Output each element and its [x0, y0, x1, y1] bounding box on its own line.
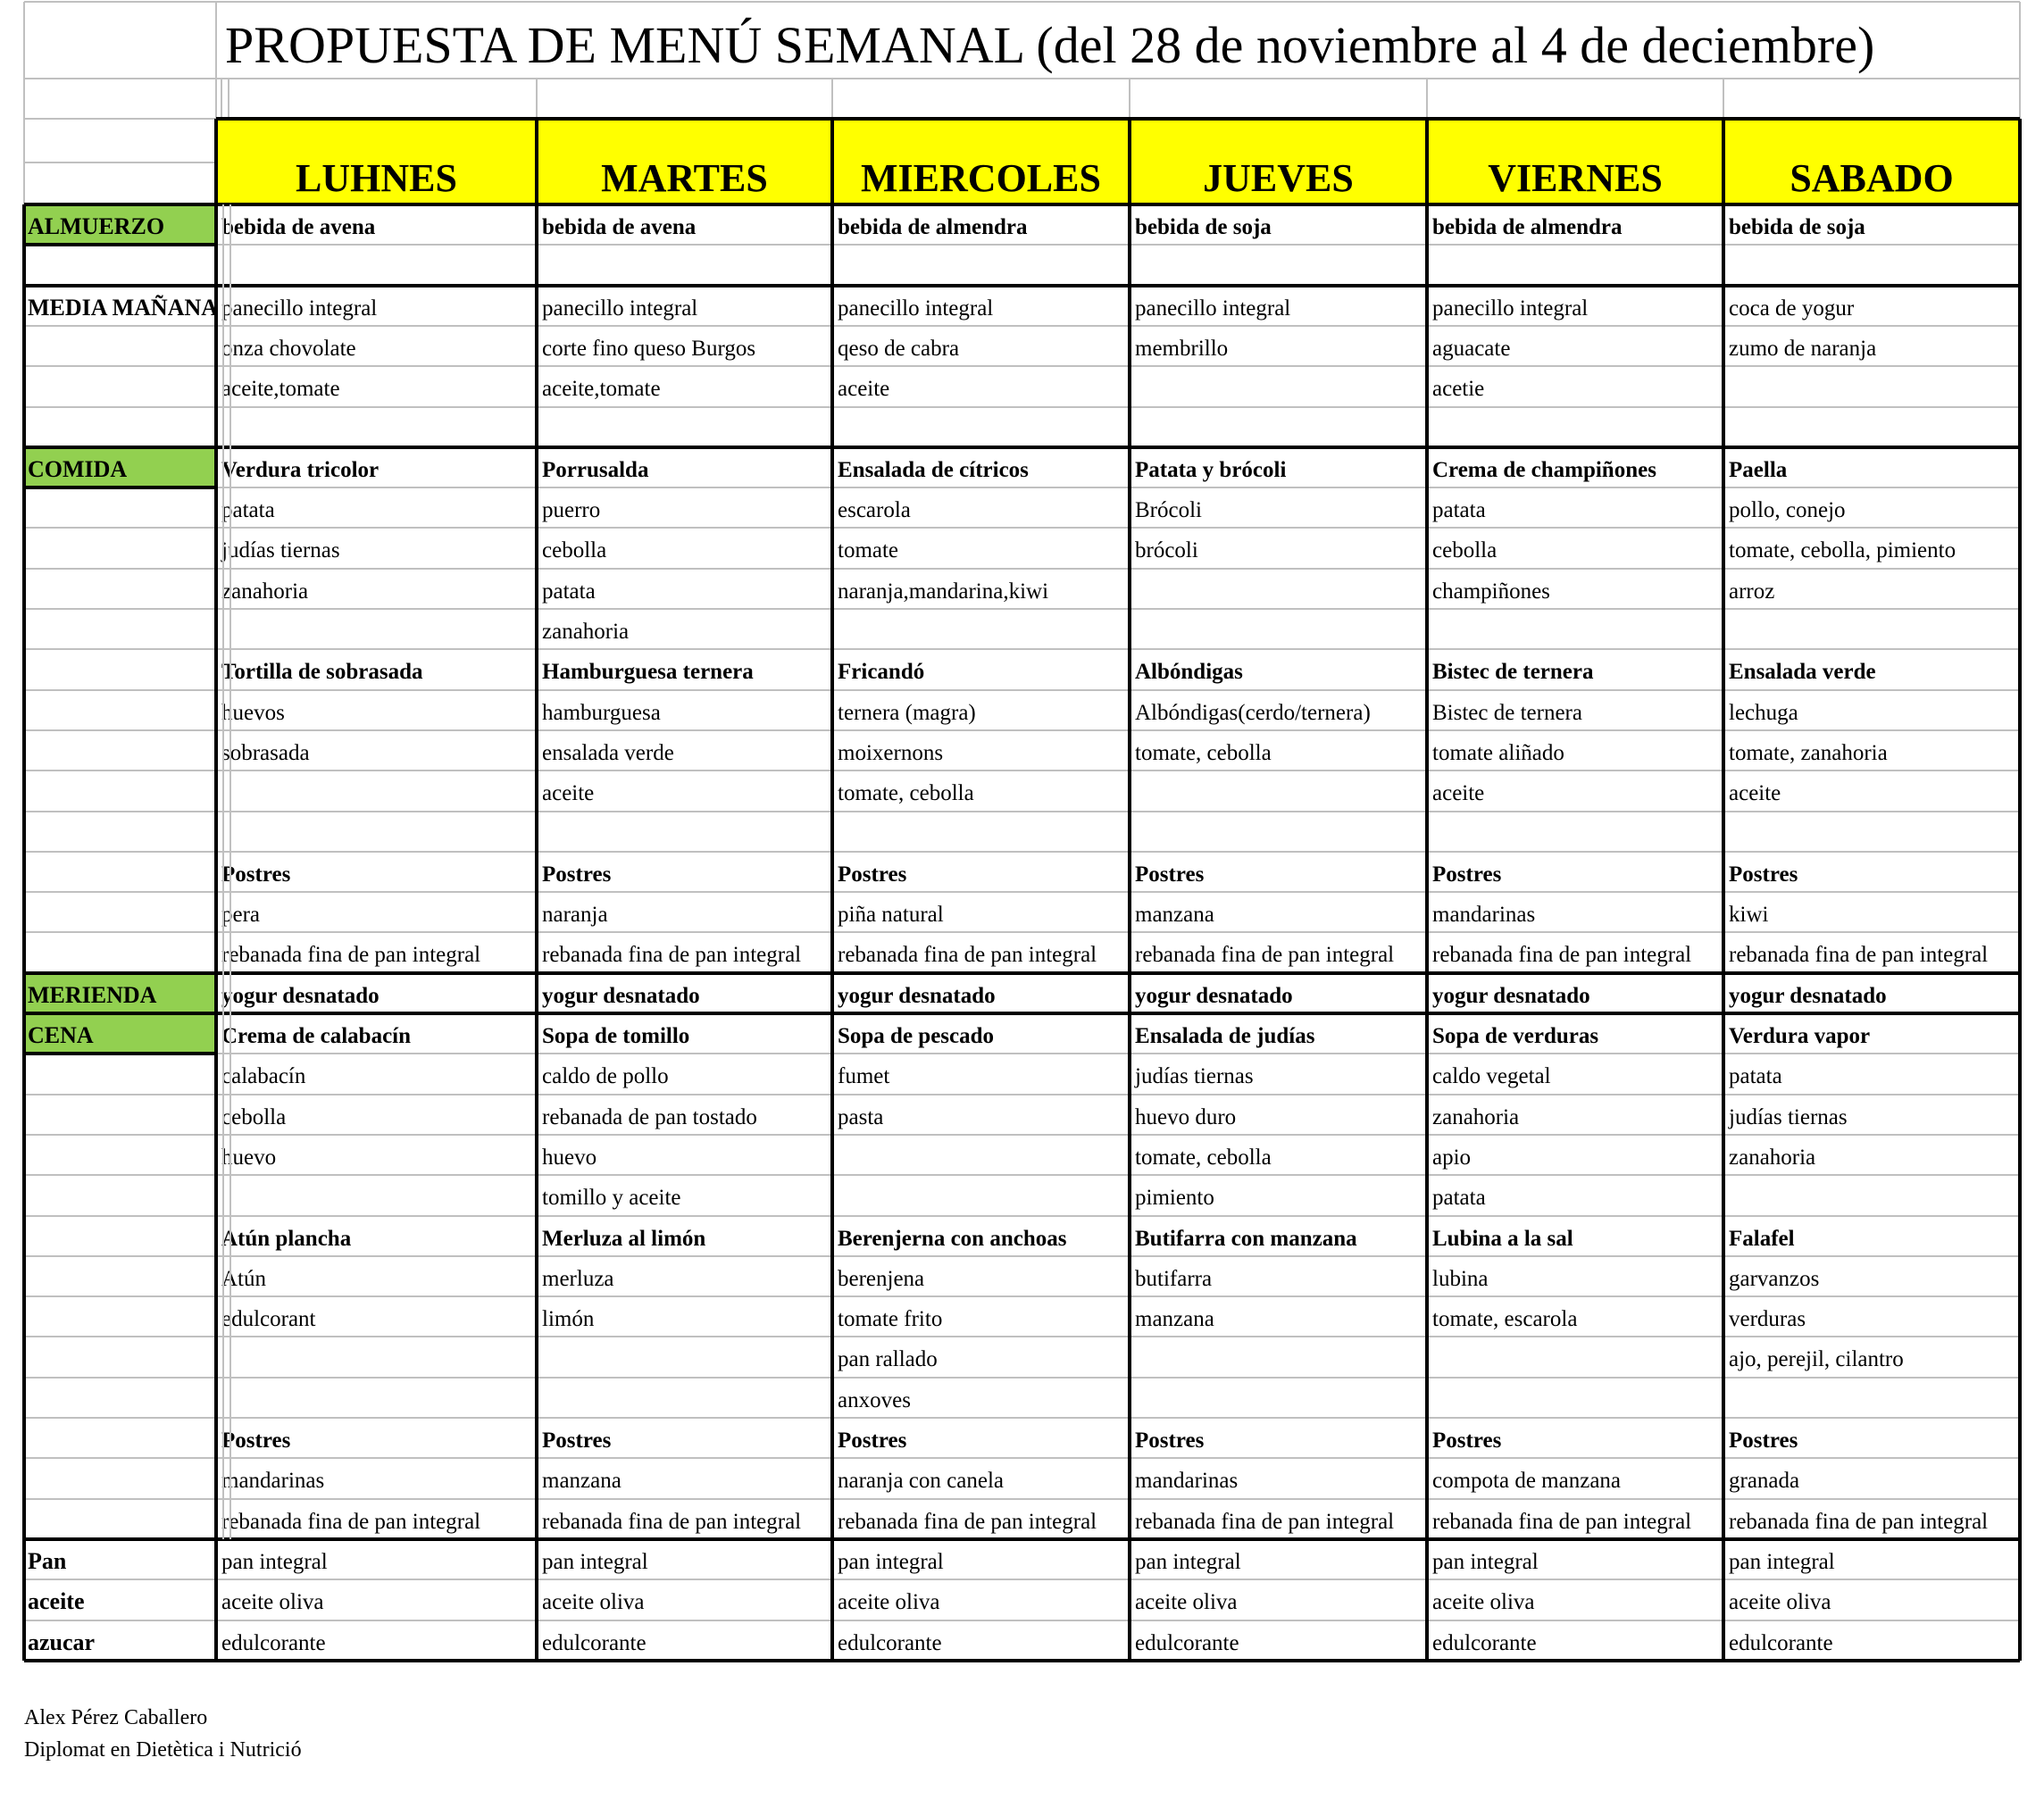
- menu-cell: lechuga: [1729, 700, 1798, 725]
- column-border: [2018, 204, 2022, 1661]
- section-border: [24, 1012, 2020, 1015]
- menu-cell: aceite,tomate: [542, 377, 661, 402]
- grid-line: [24, 1134, 2020, 1136]
- grid-line: [24, 689, 2020, 691]
- menu-cell: Postres: [221, 862, 291, 887]
- menu-cell: Bistec de ternera: [1432, 660, 1594, 685]
- grid-line: [24, 1053, 2020, 1054]
- day-header-martes: MARTES: [601, 156, 768, 200]
- menu-cell: merluza: [542, 1266, 614, 1291]
- row-label-azucar: azucar: [28, 1629, 96, 1655]
- day-header-viernes: VIERNES: [1488, 156, 1663, 200]
- menu-cell: Merluza al limón: [542, 1226, 706, 1251]
- menu-cell: zanahoria: [1729, 1145, 1816, 1170]
- menu-cell: moixernons: [838, 740, 944, 765]
- menu-cell: Falafel: [1729, 1226, 1795, 1251]
- menu-cell: pan integral: [1432, 1549, 1539, 1574]
- menu-cell: yogur desnatado: [1432, 983, 1590, 1008]
- menu-cell: tomate, cebolla: [1135, 1145, 1272, 1170]
- grid-line: [24, 1, 2020, 3]
- menu-cell: pera: [221, 903, 261, 928]
- row-label-aceite: aceite: [28, 1588, 85, 1615]
- day-header-luhnes: LUHNES: [296, 156, 457, 200]
- menu-cell: cebolla: [542, 538, 607, 563]
- menu-cell: manzana: [1135, 1307, 1214, 1332]
- menu-cell: puerro: [542, 498, 601, 523]
- menu-cell: Sopa de verduras: [1432, 1024, 1599, 1048]
- grid-line: [215, 79, 217, 119]
- menu-cell: butifarra: [1135, 1266, 1213, 1291]
- menu-cell: yogur desnatado: [542, 983, 700, 1008]
- column-border: [1425, 204, 1429, 1661]
- menu-cell: granada: [1729, 1469, 1800, 1494]
- menu-cell: aceite: [542, 781, 595, 806]
- menu-cell: Tortilla de sobrasada: [221, 660, 423, 685]
- menu-cell: compota de manzana: [1432, 1469, 1622, 1494]
- menu-cell: edulcorante: [1729, 1630, 1833, 1655]
- menu-cell: pan integral: [1135, 1549, 1241, 1574]
- menu-cell: bebida de almendra: [1432, 215, 1623, 239]
- menu-cell: caldo de pollo: [542, 1064, 669, 1089]
- menu-cell: naranja: [542, 903, 608, 928]
- menu-cell: apio: [1432, 1145, 1472, 1170]
- menu-cell: coca de yogur: [1729, 296, 1855, 321]
- menu-cell: Sopa de tomillo: [542, 1024, 690, 1048]
- table-border: [22, 204, 26, 1661]
- menu-cell: aceite oliva: [838, 1590, 940, 1615]
- menu-cell: Postres: [1729, 1429, 1798, 1453]
- grid-line: [24, 1174, 2020, 1176]
- grid-line: [536, 79, 538, 119]
- grid-line: [24, 78, 2020, 79]
- day-header-sabado: SABADO: [1790, 156, 1954, 200]
- grid-line: [24, 608, 2020, 610]
- menu-cell: pan integral: [542, 1549, 648, 1574]
- menu-cell: mandarinas: [1135, 1469, 1239, 1494]
- menu-cell: membrillo: [1135, 336, 1229, 361]
- menu-cell: cebolla: [1432, 538, 1498, 563]
- menu-cell: bebida de avena: [542, 215, 697, 239]
- column-border: [214, 204, 218, 1661]
- page-title: PROPUESTA DE MENÚ SEMANAL (del 28 de noviembre al 4 de deciembre): [225, 16, 1875, 74]
- menu-cell: edulcorant: [221, 1307, 316, 1332]
- menu-cell: judías tiernas: [221, 538, 340, 563]
- menu-cell: patata: [1432, 1186, 1486, 1211]
- menu-cell: garvanzos: [1729, 1266, 1820, 1291]
- grid-line: [24, 1620, 2020, 1621]
- menu-cell: Crema de champiñones: [1432, 457, 1656, 482]
- menu-cell: escarola: [838, 498, 911, 523]
- grid-line: [228, 79, 229, 119]
- menu-cell: piña natural: [838, 903, 944, 928]
- menu-cell: rebanada fina de pan integral: [1432, 943, 1692, 968]
- column-border: [1128, 204, 1131, 1661]
- menu-cell: judías tiernas: [1135, 1064, 1254, 1089]
- menu-cell: Ensalada de cítricos: [838, 457, 1029, 482]
- menu-cell: yogur desnatado: [838, 983, 996, 1008]
- menu-cell: Sopa de pescado: [838, 1024, 995, 1048]
- grid-line: [24, 1295, 2020, 1297]
- section-border: [24, 1659, 2020, 1662]
- menu-cell: corte fino queso Burgos: [542, 336, 756, 361]
- grid-line: [24, 729, 2020, 731]
- menu-cell: Postres: [1432, 862, 1502, 887]
- menu-cell: huevo: [542, 1145, 597, 1170]
- menu-cell: rebanada fina de pan integral: [838, 1509, 1097, 1534]
- menu-cell: naranja,mandarina,kiwi: [838, 579, 1049, 604]
- menu-cell: rebanada fina de pan integral: [221, 1509, 481, 1534]
- menu-cell: caldo vegetal: [1432, 1064, 1551, 1089]
- menu-cell: Ensalada verde: [1729, 660, 1876, 685]
- menu-cell: patata: [542, 579, 596, 604]
- menu-cell: aceite: [1729, 781, 1781, 806]
- grid-line: [24, 1457, 2020, 1459]
- menu-cell: bebida de almendra: [838, 215, 1028, 239]
- menu-cell: manzana: [1135, 903, 1214, 928]
- grid-line: [221, 79, 222, 119]
- menu-cell: fumet: [838, 1064, 890, 1089]
- menu-cell: kiwi: [1729, 903, 1769, 928]
- menu-cell: limón: [542, 1307, 595, 1332]
- menu-cell: Berenjerna con anchoas: [838, 1226, 1067, 1251]
- menu-cell: rebanada de pan tostado: [542, 1104, 757, 1129]
- label-border: [24, 1052, 216, 1055]
- menu-cell: Postres: [221, 1429, 291, 1453]
- menu-cell: Postres: [1135, 1429, 1205, 1453]
- row-label-merienda: MERIENDA: [28, 981, 157, 1008]
- menu-cell: verduras: [1729, 1307, 1806, 1332]
- menu-cell: Ensalada de judías: [1135, 1024, 1315, 1048]
- footer-line: Alex Pérez Caballero: [24, 1706, 208, 1729]
- grid-line: [24, 487, 2020, 488]
- menu-cell: pan integral: [1729, 1549, 1835, 1574]
- menu-cell: edulcorante: [1135, 1630, 1239, 1655]
- grid-line: [24, 365, 2020, 367]
- menu-cell: sobrasada: [221, 740, 310, 765]
- menu-cell: huevo duro: [1135, 1104, 1237, 1129]
- section-border: [24, 971, 2020, 975]
- menu-cell: Postres: [838, 862, 907, 887]
- menu-cell: edulcorante: [542, 1630, 647, 1655]
- menu-cell: pan rallado: [838, 1347, 938, 1372]
- grid-line: [222, 204, 224, 1539]
- section-border: [24, 284, 2020, 287]
- footer-line: Diplomat en Dietètica i Nutrició: [24, 1738, 302, 1762]
- menu-cell: yogur desnatado: [221, 983, 380, 1008]
- menu-cell: qeso de cabra: [838, 336, 960, 361]
- menu-cell: Crema de calabacín: [221, 1024, 412, 1048]
- menu-cell: ensalada verde: [542, 740, 674, 765]
- menu-cell: zanahoria: [221, 579, 309, 604]
- menu-cell: Verdura vapor: [1729, 1024, 1871, 1048]
- grid-line: [24, 770, 2020, 771]
- menu-cell: aceite: [1432, 781, 1485, 806]
- grid-line: [24, 1255, 2020, 1257]
- menu-cell: aceite oliva: [1729, 1590, 1831, 1615]
- grid-line: [24, 1094, 2020, 1095]
- menu-cell: onza chovolate: [221, 336, 356, 361]
- menu-cell: Postres: [838, 1429, 907, 1453]
- menu-cell: aceite oliva: [1135, 1590, 1238, 1615]
- grid-line: [24, 811, 2020, 812]
- menu-cell: pan integral: [838, 1549, 944, 1574]
- menu-cell: rebanada fina de pan integral: [1432, 1509, 1692, 1534]
- menu-cell: anxoves: [838, 1387, 911, 1412]
- row-label-cena: CENA: [28, 1022, 94, 1048]
- menu-cell: pan integral: [221, 1549, 328, 1574]
- row-label-almuerzo: ALMUERZO: [28, 213, 165, 239]
- menu-cell: judías tiernas: [1729, 1104, 1848, 1129]
- menu-cell: huevo: [221, 1145, 277, 1170]
- label-border: [24, 243, 216, 246]
- menu-cell: aceite oliva: [542, 1590, 645, 1615]
- menu-cell: pasta: [838, 1104, 884, 1129]
- grid-line: [24, 851, 2020, 853]
- day-header-miercoles: MIERCOLES: [861, 156, 1101, 200]
- grid-line: [1129, 79, 1130, 119]
- menu-cell: hamburguesa: [542, 700, 661, 725]
- menu-cell: tomate, cebolla: [1135, 740, 1272, 765]
- menu-cell: cebolla: [221, 1104, 287, 1129]
- menu-cell: ajo, perejil, cilantro: [1729, 1347, 1904, 1372]
- menu-cell: Porrusalda: [542, 457, 649, 482]
- menu-cell: bebida de soja: [1135, 215, 1272, 239]
- menu-cell: Lubina a la sal: [1432, 1226, 1573, 1251]
- menu-cell: edulcorante: [838, 1630, 942, 1655]
- menu-cell: Patata y brócoli: [1135, 457, 1287, 482]
- column-border: [830, 204, 834, 1661]
- menu-cell: bebida de avena: [221, 215, 376, 239]
- menu-cell: aceite: [838, 377, 890, 402]
- menu-cell: aceite,tomate: [221, 377, 340, 402]
- grid-line: [24, 1498, 2020, 1500]
- row-label-comida: COMIDA: [28, 455, 128, 482]
- menu-cell: zanahoria: [1432, 1104, 1520, 1129]
- menu-cell: rebanada fina de pan integral: [838, 943, 1097, 968]
- menu-cell: Postres: [542, 1429, 612, 1453]
- column-border: [535, 204, 538, 1661]
- grid-line: [215, 2, 217, 79]
- grid-line: [1426, 79, 1428, 119]
- grid-line: [24, 568, 2020, 570]
- menu-cell: panecillo integral: [1432, 296, 1589, 321]
- menu-cell: tomate frito: [838, 1307, 943, 1332]
- grid-line: [831, 79, 833, 119]
- menu-cell: Paella: [1729, 457, 1788, 482]
- menu-cell: berenjena: [838, 1266, 925, 1291]
- menu-cell: Verdura tricolor: [221, 457, 380, 482]
- menu-cell: brócoli: [1135, 538, 1198, 563]
- grid-line: [24, 1417, 2020, 1419]
- menu-cell: naranja con canela: [838, 1469, 1004, 1494]
- grid-line: [24, 891, 2020, 893]
- section-border: [24, 203, 2020, 206]
- menu-cell: calabacín: [221, 1064, 306, 1089]
- menu-cell: Postres: [542, 862, 612, 887]
- section-border: [24, 446, 2020, 449]
- menu-cell: tomate, cebolla, pimiento: [1729, 538, 1956, 563]
- menu-cell: champiñones: [1432, 579, 1550, 604]
- menu-cell: pollo, conejo: [1729, 498, 1846, 523]
- menu-cell: Atún: [221, 1266, 266, 1291]
- row-label-media-mañana: MEDIA MAÑANA: [28, 294, 219, 321]
- menu-cell: panecillo integral: [838, 296, 994, 321]
- menu-cell: tomate, zanahoria: [1729, 740, 1888, 765]
- menu-cell: lubina: [1432, 1266, 1489, 1291]
- menu-cell: mandarinas: [221, 1469, 325, 1494]
- section-border: [24, 1537, 2020, 1541]
- menu-cell: pimiento: [1135, 1186, 1214, 1211]
- grid-line: [229, 204, 231, 1539]
- label-border: [24, 1012, 216, 1015]
- menu-cell: rebanada fina de pan integral: [1729, 943, 1989, 968]
- grid-line: [24, 931, 2020, 933]
- menu-cell: aceite oliva: [221, 1590, 324, 1615]
- menu-cell: bebida de soja: [1729, 215, 1865, 239]
- menu-cell: rebanada fina de pan integral: [1729, 1509, 1989, 1534]
- menu-cell: rebanada fina de pan integral: [542, 943, 802, 968]
- menu-cell: acetie: [1432, 377, 1485, 402]
- menu-cell: tomate: [838, 538, 899, 563]
- menu-cell: Brócoli: [1135, 498, 1202, 523]
- menu-cell: edulcorante: [1432, 1630, 1537, 1655]
- label-border: [24, 486, 216, 489]
- menu-cell: mandarinas: [1432, 903, 1536, 928]
- menu-cell: tomate, cebolla: [838, 781, 974, 806]
- grid-line: [24, 244, 2020, 246]
- menu-cell: tomate, escarola: [1432, 1307, 1578, 1332]
- menu-cell: manzana: [542, 1469, 622, 1494]
- grid-line: [216, 117, 2020, 121]
- menu-cell: panecillo integral: [542, 296, 698, 321]
- menu-cell: aceite oliva: [1432, 1590, 1535, 1615]
- menu-cell: zanahoria: [542, 620, 630, 644]
- menu-cell: rebanada fina de pan integral: [221, 943, 481, 968]
- menu-cell: Atún plancha: [221, 1226, 352, 1251]
- menu-cell: tomillo y aceite: [542, 1186, 681, 1211]
- menu-cell: ternera (magra): [838, 700, 976, 725]
- column-border: [1722, 204, 1725, 1661]
- menu-cell: rebanada fina de pan integral: [542, 1509, 802, 1534]
- menu-cell: huevos: [221, 700, 285, 725]
- menu-cell: Fricandó: [838, 660, 925, 685]
- grid-line: [24, 325, 2020, 327]
- menu-cell: rebanada fina de pan integral: [1135, 943, 1395, 968]
- grid-line: [1723, 79, 1724, 119]
- grid-line: [24, 1336, 2020, 1337]
- menu-cell: zumo de naranja: [1729, 336, 1877, 361]
- menu-cell: Albóndigas: [1135, 660, 1243, 685]
- grid-line: [24, 648, 2020, 650]
- menu-cell: patata: [1432, 498, 1486, 523]
- menu-cell: panecillo integral: [1135, 296, 1291, 321]
- menu-cell: panecillo integral: [221, 296, 378, 321]
- menu-cell: tomate aliñado: [1432, 740, 1564, 765]
- menu-cell: rebanada fina de pan integral: [1135, 1509, 1395, 1534]
- menu-cell: Postres: [1729, 862, 1798, 887]
- menu-cell: patata: [221, 498, 275, 523]
- menu-cell: Butifarra con manzana: [1135, 1226, 1357, 1251]
- grid-line: [23, 2, 25, 204]
- menu-cell: edulcorante: [221, 1630, 326, 1655]
- menu-cell: aguacate: [1432, 336, 1511, 361]
- day-header-jueves: JUEVES: [1203, 156, 1354, 200]
- menu-cell: arroz: [1729, 579, 1775, 604]
- row-label-pan: Pan: [28, 1547, 67, 1574]
- menu-cell: Postres: [1135, 862, 1205, 887]
- menu-cell: yogur desnatado: [1729, 983, 1887, 1008]
- menu-cell: Albóndigas(cerdo/ternera): [1135, 700, 1371, 725]
- grid-line: [24, 527, 2020, 529]
- menu-cell: patata: [1729, 1064, 1782, 1089]
- grid-line: [24, 1579, 2020, 1580]
- menu-cell: Bistec de ternera: [1432, 700, 1582, 725]
- menu-cell: Postres: [1432, 1429, 1502, 1453]
- grid-line: [24, 406, 2020, 408]
- grid-line: [24, 1215, 2020, 1217]
- menu-cell: Hamburguesa ternera: [542, 660, 754, 685]
- menu-cell: yogur desnatado: [1135, 983, 1293, 1008]
- grid-line: [24, 1377, 2020, 1379]
